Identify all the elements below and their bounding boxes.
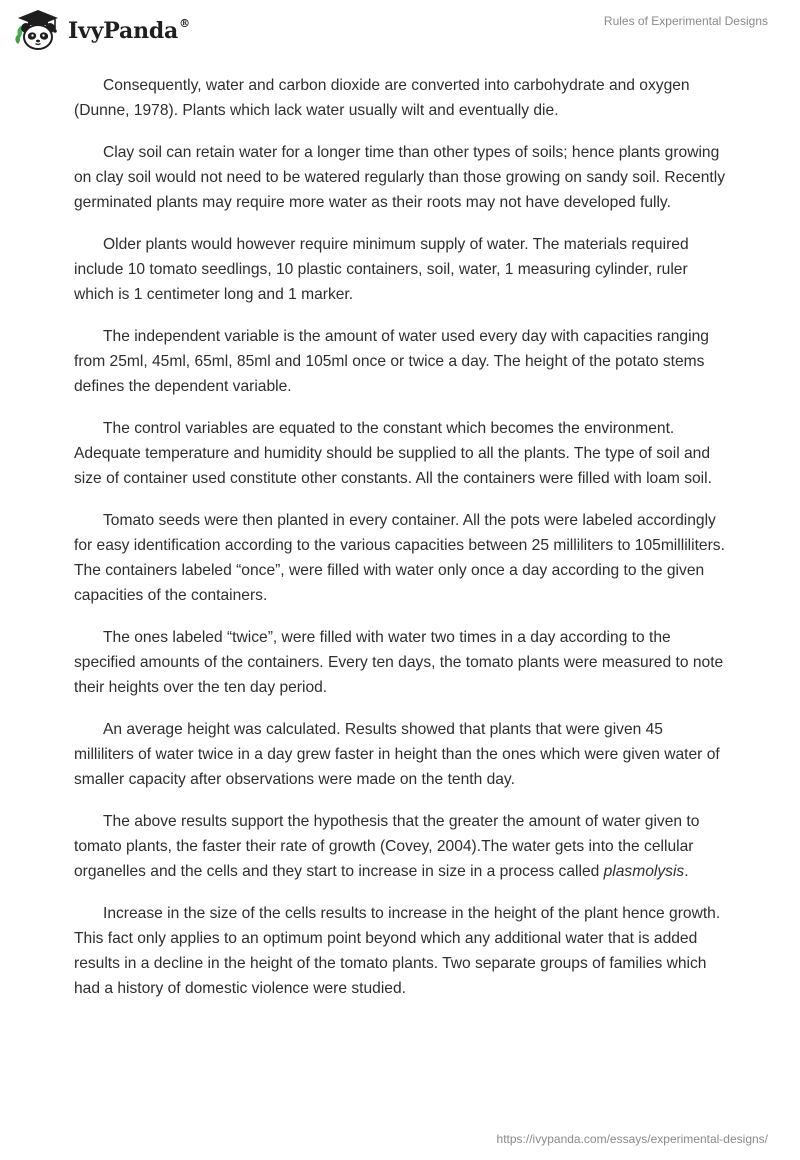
- paragraph-text: The above results support the hypothesis that the greater the amount of water given to tomato plants, the faster their rate of growth (Covey, 2004).The water gets into the cellular organelles and the cells and they start to increase in size in a process called: [74, 813, 700, 880]
- paragraph: Clay soil can retain water for a longer time than other types of soils; hence plants growing on clay soil would not need to be watered regularly than those growing on sandy soil. Recently germinated plants may require more water as their roots may not have developed fully.: [74, 144, 725, 211]
- italic-term: plasmolysis: [603, 863, 685, 880]
- panda-graduate-icon: [14, 8, 62, 52]
- paragraph: Older plants would however require minimum supply of water. The materials required include 10 tomato seedlings, 10 plastic containers, soil, water, 1 measuring cylinder, ruler which is 1 centimeter long and 1 marker.: [74, 236, 689, 303]
- page-header: [0, 0, 800, 64]
- paragraph: An average height was calculated. Results showed that plants that were given 45 milliliters of water twice in a day grew faster in height than the ones which were given water of smaller capacity after observations were made on the tenth day.: [74, 721, 720, 788]
- ivypanda-logo[interactable]: [14, 8, 190, 52]
- document-title: Rules of Experimental Designs: [603, 14, 768, 28]
- paragraph-tail: .: [684, 863, 689, 880]
- paragraph: The ones labeled “twice”, were filled with water two times in a day according to the specified amounts of the containers. Every ten days, the tomato plants were measured to note their heights over the ten day period.: [74, 629, 724, 696]
- paragraph: The independent variable is the amount of water used every day with capacities ranging from 25ml, 45ml, 65ml, 85ml and 105ml once or twice a day. The height of the potato stems defines the dependent variable.: [74, 328, 709, 395]
- paragraph: [74, 809, 726, 884]
- logo-wordmark: [68, 18, 190, 44]
- paragraph: Tomato seeds were then planted in every container. All the pots were labeled accordingly for easy identification according to the various capacities between 25 milliliters to 105milliliters. The containers labeled “once”, were filled with water only once a day according to the given capacities of the containers.: [74, 512, 725, 604]
- paragraph: Consequently, water and carbon dioxide are converted into carbohydrate and oxygen (Dunne, 1978). Plants which lack water usually wilt and eventually die.: [74, 77, 690, 119]
- paragraph: Increase in the size of the cells results to increase in the height of the plant hence growth. This fact only applies to an optimum point beyond which any additional water that is added results in a decline in the height of the tomato plants. Two separate groups of families which had a history of domestic violence were studied.: [74, 905, 721, 997]
- essay-body: [74, 73, 726, 1018]
- registered-mark: ®: [179, 16, 190, 30]
- paragraph: The control variables are equated to the constant which becomes the environment. Adequate temperature and humidity should be supplied to all the plants. The type of soil and size of container used constitute other constants. All the containers were filled with loam soil.: [74, 420, 712, 487]
- source-url-link[interactable]: https://ivypanda.com/essays/experimental-designs/: [496, 1132, 768, 1146]
- logo-brand: IvyPanda: [68, 18, 179, 44]
